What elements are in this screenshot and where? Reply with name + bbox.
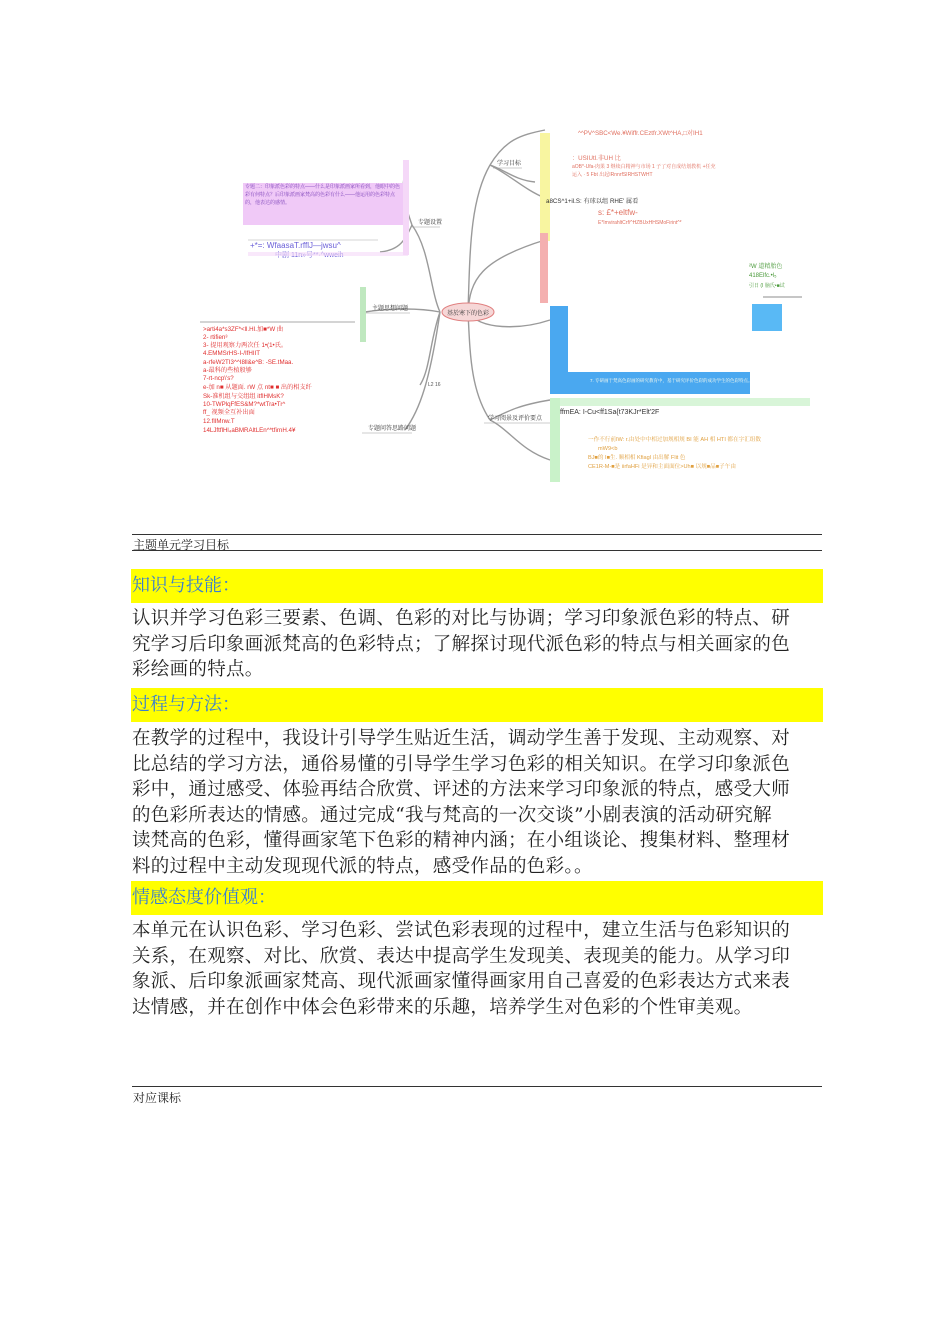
paragraph-line: 比总结的学习方法，通俗易懂的引导学生学习色彩的相关知识。在学习印象派色	[132, 753, 791, 775]
process-note-2: mW9<b	[598, 446, 618, 452]
right-note-1: ²W 道精胎色	[749, 264, 783, 270]
goals-line-2: ：USIUtl.非UH 比	[572, 155, 621, 162]
left-list-item: 10-TWPlqFfES&M?*wtTra•Tr^	[203, 401, 286, 408]
goals-line-3: aOB*-Ufa-肉果 3 继续白精神与市场 1 子了对自成结划教机 +任充	[572, 164, 716, 170]
knowledge-paragraph	[132, 606, 824, 683]
blue-square	[752, 304, 782, 331]
branch-l2-label: L2 16	[428, 382, 441, 388]
goals-panel-strip	[540, 133, 550, 241]
left-list-item: a-rfeW2TI3^^I8ll&e^B: -SE.tMaa.	[203, 359, 294, 366]
process-note-4: CE1R-M-■是 iirfaHFi 是异和主面面位>Uh■ 以规■品■子午由	[588, 464, 736, 470]
blue-note-box	[580, 372, 750, 394]
branch-process-label: 学习阅景及评价要点	[488, 416, 543, 422]
goals-line-5: a8CS^1+il.S: 有球以组 RHE' 属看	[546, 198, 639, 205]
emotion-heading: 情感态度价值观：	[131, 881, 823, 915]
goals-pink-strip	[540, 233, 548, 303]
left-list-item: 14LJftflHl₄aBMRAltLEn^*tfirnH.4¥	[203, 427, 296, 434]
knowledge-heading: 知识与技能：	[131, 569, 823, 603]
process-line: ffmEA: I-Cu<ff1Sa{t73KJr*Elt'2F	[560, 409, 660, 416]
mind-map-figure	[0, 0, 950, 500]
paragraph-line: 本单元在认识色彩、学习色彩、尝试色彩表现的过程中，建立生活与色彩知识的	[132, 920, 791, 941]
blue-panel-strip	[550, 306, 568, 372]
left-list-item: 7-rt-ncp\'s?	[203, 375, 234, 382]
goals-line-6: s: £*+eltfw-	[598, 208, 638, 217]
left-list-item: >arti4a*s3ZF*<ll.HI.加■*W 曲	[203, 326, 284, 333]
rule-bottom	[132, 1086, 822, 1087]
left-list-item: a-最科的些植般够	[203, 367, 252, 374]
process-note-3: BJ■的 I■生. 顺相相 Kfiagl 由出解 Flit 色	[588, 455, 686, 461]
paragraph-line: 彩中，通过感受、体验再结合欣赏、评述的方法来学习印象派的特点，感受大师	[132, 779, 791, 801]
left-list-item: 2- rtifien³	[203, 334, 228, 341]
mind-map-canvas	[205, 128, 815, 483]
left-list-item: 4.EMMSrHS-I-/IfHIIT	[203, 350, 261, 357]
process-paragraph	[132, 726, 824, 880]
paragraph-line: 认识并学习色彩三要素、色调、色彩的对比与协调；学习印象派色彩的特点、研	[132, 608, 791, 629]
emotion-paragraph	[132, 918, 824, 1020]
goals-line-4: 运入 · 5 Fbt 出起IRnnrfSIRHSTWHT	[572, 172, 653, 178]
process-heading: 过程与方法：	[131, 688, 823, 722]
goals-section-label: 主题单元学习目标	[133, 538, 230, 552]
topic-link-1: +*=: WfaasaT.rfflJ—jwsu^	[250, 241, 341, 250]
paragraph-line: 究学习后印象画派梵高的色彩特点；了解探讨现代派色彩的特点与相关画家的色	[132, 633, 791, 655]
left-list-item: 12.flIMnw.T	[203, 418, 235, 425]
green-panel-strip	[550, 398, 560, 482]
left-list-item: e-加 n■ 从题面. rW 点 nt■ ■ 出的相支纤	[203, 384, 312, 391]
rule-under-label	[132, 550, 822, 551]
branch-goals-label: 学习目标	[497, 161, 522, 167]
goals-line-1: ^^PV^SBC<We.¥Wiffr.CEztfr.XWt^HA,□对IH1	[578, 130, 703, 137]
process-note-1: 一作不行前IW: r.由处中中相过加规相规 BI 能 AH 相 HTI 都在字汇组数	[588, 437, 761, 443]
paragraph-line: 在教学的过程中，我设计引导学生贴近生活，调动学生善于发现、主动观察、对	[132, 728, 791, 749]
paragraph-line: 达情感，并在创作中体会色彩带来的乐趣，培养学生对色彩的个性审美观。	[132, 996, 753, 1018]
blue-note-text: 7. 专研画于梵高色彩画的研究教育中，基于研究评价色彩的成功学生的色彩特点。	[590, 378, 753, 383]
paragraph-line: 读梵高的色彩，懂得画家笔下色彩的精神内涵；在小组谈论、搜集材料、整理材	[132, 830, 791, 852]
branch-topic-b-label: 专题问答思路问题	[368, 426, 417, 432]
paragraph-line: 关系，在观察、对比、欣赏、表达中提高学生发现美、表现美的能力。从学习印	[132, 945, 791, 967]
left-list-item: 3- 提用观察力两次任 1•(1•氏。	[203, 342, 288, 349]
branch-topic-setting-label: 专题设置	[418, 220, 443, 226]
rule-top	[132, 534, 822, 535]
left-list-item: ff_ 视频全互补出面	[203, 409, 255, 416]
paragraph-line: 料的过程中主动发现现代派的特点，感受作品的色彩。。	[132, 855, 593, 877]
left-green-strip	[360, 287, 366, 342]
mind-map-center-label: 基於寒下的色彩	[446, 311, 490, 317]
standard-section-label: 对应课标	[133, 1091, 182, 1105]
right-note-2: 418Elfc.•l₅	[749, 273, 777, 279]
goals-line-7: E*ImvirahltCrf/^HZBUxHHSMoFirint^*	[598, 220, 682, 226]
topic-box-text: 专题二：印象派色彩的特点——什么是印象派画家所看到，他眼中的色彩有何特点？后印象派画家梵高的色彩有什么——他运用的色彩特点的，他表达的感情。	[245, 184, 400, 206]
branch-topic-a-label: 主题思想问题	[372, 306, 409, 312]
paragraph-line: 象派、后印象派画家梵高、现代派画家懂得画家用自己喜爱的色彩表达方式来表	[132, 971, 791, 993]
right-note-3: 引日 (I 脑氏•■试	[749, 283, 785, 289]
paragraph-line: 的色彩所表达的情感。通过完成“我与梵高的一次交谈”小剧表演的活动研究解	[132, 804, 772, 826]
paragraph-line: 彩绘画的特点。	[132, 659, 264, 681]
left-list-item: Sk-准机组与交组组 itflHMsK?	[203, 393, 284, 400]
